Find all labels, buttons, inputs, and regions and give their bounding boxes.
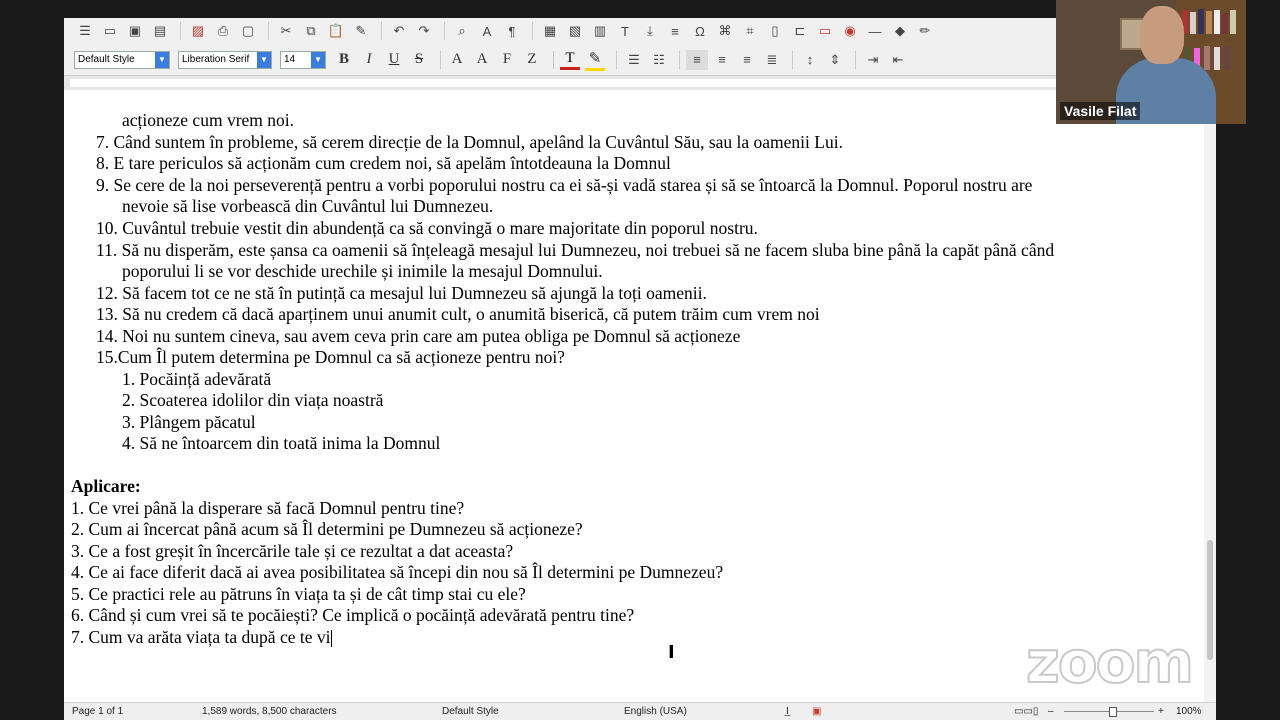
chevron-down-icon[interactable]: ▼: [311, 52, 325, 68]
separator: [553, 51, 554, 69]
separator: [381, 22, 382, 40]
insert-textbox-icon[interactable]: T: [621, 23, 629, 39]
open-icon[interactable]: ▭: [103, 23, 117, 38]
document-line: 14. Noi nu suntem cineva, sau avem ceva prin care am putea obliga pe Domnul să acționeze: [96, 326, 741, 346]
document-line: poporului li se vor deschide urechile și inimile la mesajul Domnului.: [122, 261, 603, 281]
document-line: acționeze cum vrem noi.: [122, 110, 295, 130]
print-preview-icon[interactable]: ▢: [241, 23, 255, 38]
special-character-icon[interactable]: Ω: [695, 23, 705, 39]
participant-video[interactable]: [1056, 0, 1246, 124]
separator: [792, 51, 793, 69]
paragraph-spacing-icon[interactable]: ⇕: [829, 51, 841, 67]
book: [1190, 12, 1196, 34]
book: [1214, 47, 1220, 70]
increase-indent-icon[interactable]: ⇥: [867, 51, 879, 67]
underline-icon[interactable]: U: [388, 51, 400, 67]
save-as-icon[interactable]: ▤: [153, 23, 167, 38]
document-line: 1. Pocăință adevărată: [122, 369, 272, 389]
copy-icon[interactable]: ⧉: [306, 23, 316, 38]
font-name-value: Liberation Serif: [182, 54, 250, 65]
document-line: 7. Când suntem în probleme, să cerem direcție de la Domnul, apelând la Cuvântul Său, sau la oamenii Lui.: [96, 132, 843, 152]
formatting-marks-icon[interactable]: ¶: [508, 23, 516, 39]
writer-window: [64, 18, 1216, 720]
clone-formatting-icon[interactable]: ✎: [355, 23, 367, 38]
zoom-in-icon[interactable]: +: [1158, 706, 1164, 717]
question-line: 6. Când și cum vrei să te pocăiești? Ce implică o pocăință adevărată pentru tine?: [71, 605, 635, 625]
insert-mode-icon[interactable]: I̲: [786, 706, 789, 717]
footnote-icon[interactable]: ⌗: [746, 23, 754, 38]
mouse-ibeam-icon: I: [668, 642, 675, 663]
chevron-down-icon[interactable]: ▼: [155, 52, 169, 68]
scrollbar-thumb[interactable]: [1207, 540, 1213, 660]
comment-icon[interactable]: ▭: [818, 23, 832, 38]
question-line: 2. Cum ai încercat până acum să Îl determini pe Dumnezeu să acționeze?: [71, 519, 583, 539]
font-size-select[interactable]: [280, 51, 326, 69]
standard-toolbar: [64, 18, 1216, 44]
text-cursor: [331, 630, 332, 647]
line-spacing-icon[interactable]: ↕: [806, 52, 814, 67]
word-count[interactable]: 1,589 words, 8,500 characters: [202, 706, 337, 717]
document-line: 11. Să nu disperăm, este șansa ca oamenii să înțeleagă mesajul lui Dumnezeu, noi trebuei să ne facem sluba bine până la capăt până când: [96, 240, 1055, 260]
align-left-icon[interactable]: ≡: [686, 50, 708, 70]
bullet-list-icon[interactable]: ☰: [628, 51, 640, 67]
question-line: 4. Ce ai face diferit dacă ai avea posibilitatea să începi din nou să Îl determini pe Dumnezeu?: [71, 562, 724, 582]
hyperlink-icon[interactable]: ⌘: [718, 23, 732, 38]
status-bar: [64, 702, 1216, 720]
cross-reference-icon[interactable]: ⊏: [794, 23, 806, 38]
separator: [444, 22, 445, 40]
document-line: 12. Să facem tot ce ne stă în putință ca mesajul lui Dumnezeu să ajungă la toți oamenii.: [96, 283, 707, 303]
question-text: 7. Cum va arăta viața ta după ce te vi: [71, 627, 331, 647]
question-line: 1. Ce vrei până la disperare să facă Domnul pentru tine?: [71, 498, 465, 518]
decrease-indent-icon[interactable]: ⇤: [892, 51, 904, 67]
document-modified-icon: ▣: [812, 706, 822, 717]
separator: [679, 51, 680, 69]
basic-shapes-icon[interactable]: ◆: [895, 23, 905, 38]
paragraph-style-value: Default Style: [78, 54, 135, 65]
document-line: 13. Să nu credem că dacă aparținem unui anumit cult, o anumită biserică, că putem trăim cum vrem noi: [96, 304, 820, 324]
document-line: nevoie să lise vorbească din Cuvântul lui Dumnezeu.: [122, 196, 494, 216]
book: [1198, 9, 1204, 34]
person-head: [1140, 6, 1184, 64]
language[interactable]: English (USA): [624, 706, 687, 717]
zoom-out-icon[interactable]: –: [1048, 706, 1054, 717]
book: [1206, 11, 1212, 34]
save-icon[interactable]: ▣: [128, 23, 142, 38]
italic-icon[interactable]: I: [366, 51, 372, 67]
separator: [440, 51, 441, 69]
zoom-slider-knob[interactable]: [1109, 707, 1117, 717]
strikethrough-icon[interactable]: S: [414, 51, 424, 67]
book: [1222, 13, 1228, 34]
section-heading: Aplicare:: [71, 476, 141, 496]
redo-icon[interactable]: ↷: [418, 23, 430, 38]
document-line: 15.Cum Îl putem determina pe Domnul ca să acționeze pentru noi?: [96, 347, 565, 367]
page-count[interactable]: Page 1 of 1: [72, 706, 124, 717]
formatting-toolbar: [64, 44, 1216, 76]
bookmark-icon[interactable]: ▯: [771, 23, 779, 38]
draw-icon[interactable]: ✏: [919, 23, 931, 38]
zoom-level[interactable]: 100%: [1176, 706, 1202, 717]
left-frame: [0, 0, 64, 720]
document-line: 10. Cuvântul trebuie vestit din abundență ca să convingă o mare majoritate din poporul nostru.: [96, 218, 758, 238]
separator: [532, 22, 533, 40]
view-layout-icon[interactable]: ▭▭▯: [1014, 706, 1039, 717]
track-changes-icon[interactable]: ◉: [844, 23, 856, 38]
chevron-down-icon[interactable]: ▼: [257, 52, 271, 68]
insert-image-icon[interactable]: ▧: [568, 23, 582, 38]
horizontal-ruler[interactable]: [64, 76, 1216, 91]
cut-icon[interactable]: ✂: [280, 23, 292, 38]
book: [1230, 10, 1236, 34]
page-break-icon[interactable]: ⤓: [647, 23, 653, 38]
highlight-icon[interactable]: ✎: [585, 49, 605, 71]
numbered-list-icon[interactable]: ☷: [653, 51, 665, 67]
align-center-icon[interactable]: ≡: [718, 52, 726, 67]
book: [1214, 10, 1220, 34]
separator: [180, 22, 181, 40]
separator: [268, 22, 269, 40]
paragraph-style-select[interactable]: [74, 51, 170, 69]
insert-chart-icon[interactable]: ▥: [593, 23, 607, 38]
paste-icon[interactable]: 📋: [327, 23, 345, 38]
superscript-icon[interactable]: A: [451, 51, 463, 67]
separator: [855, 51, 856, 69]
insert-line-icon[interactable]: —: [868, 23, 882, 39]
document-line: 4. Să ne întoarcem din toată inima la Domnul: [122, 433, 441, 453]
spelling-icon[interactable]: A: [482, 23, 492, 39]
print-icon[interactable]: ⎙: [217, 23, 229, 38]
undo-icon[interactable]: ↶: [393, 23, 405, 38]
separator: [616, 51, 617, 69]
question-line: 5. Ce practici rele au pătruns în viața ta și de cât timp stai cu ele?: [71, 584, 526, 604]
export-pdf-icon[interactable]: ▨: [191, 23, 205, 38]
document-body[interactable]: [64, 90, 1204, 702]
font-name-select[interactable]: [178, 51, 272, 69]
zoom-watermark: zoom: [1026, 628, 1192, 696]
shadow-icon[interactable]: F: [502, 51, 512, 67]
book: [1224, 46, 1230, 70]
bold-icon[interactable]: B: [338, 51, 349, 67]
page-style[interactable]: Default Style: [442, 706, 499, 717]
question-line: 3. Ce a fost greșit în încercările tale și ce rezultat a dat aceasta?: [71, 541, 514, 561]
sidebar-icon[interactable]: ☰: [79, 23, 91, 38]
justify-icon[interactable]: ≣: [766, 51, 778, 67]
document-line: 3. Plângem păcatul: [122, 412, 256, 432]
question-line-editing: [71, 627, 332, 648]
document-line: 2. Scoaterea idolilor din viața noastră: [122, 390, 384, 410]
font-color-icon[interactable]: T: [560, 50, 580, 70]
document-line: 9. Se cere de la noi perseverență pentru a vorbi poporului nostru ca ei să-și vadă starea și să se întoarcă la Domnul. Poporul nostru are: [96, 175, 1033, 195]
subscript-icon[interactable]: A: [476, 51, 488, 67]
ruler-scale: [70, 79, 1210, 87]
document-line: 8. E tare periculos să acționăm cum credem noi, să apelăm întotdeauna la Domnul: [96, 153, 671, 173]
find-replace-icon[interactable]: ⌕: [458, 23, 466, 38]
book: [1204, 46, 1210, 70]
align-right-icon[interactable]: ≡: [743, 52, 751, 67]
font-size-value: 14: [284, 54, 296, 65]
insert-table-icon[interactable]: ▦: [543, 23, 557, 38]
participant-name: Vasile Filat: [1060, 102, 1140, 120]
clear-formatting-icon[interactable]: Z: [527, 51, 537, 67]
insert-field-icon[interactable]: ≡: [671, 23, 679, 39]
vertical-scrollbar[interactable]: [1204, 90, 1216, 702]
